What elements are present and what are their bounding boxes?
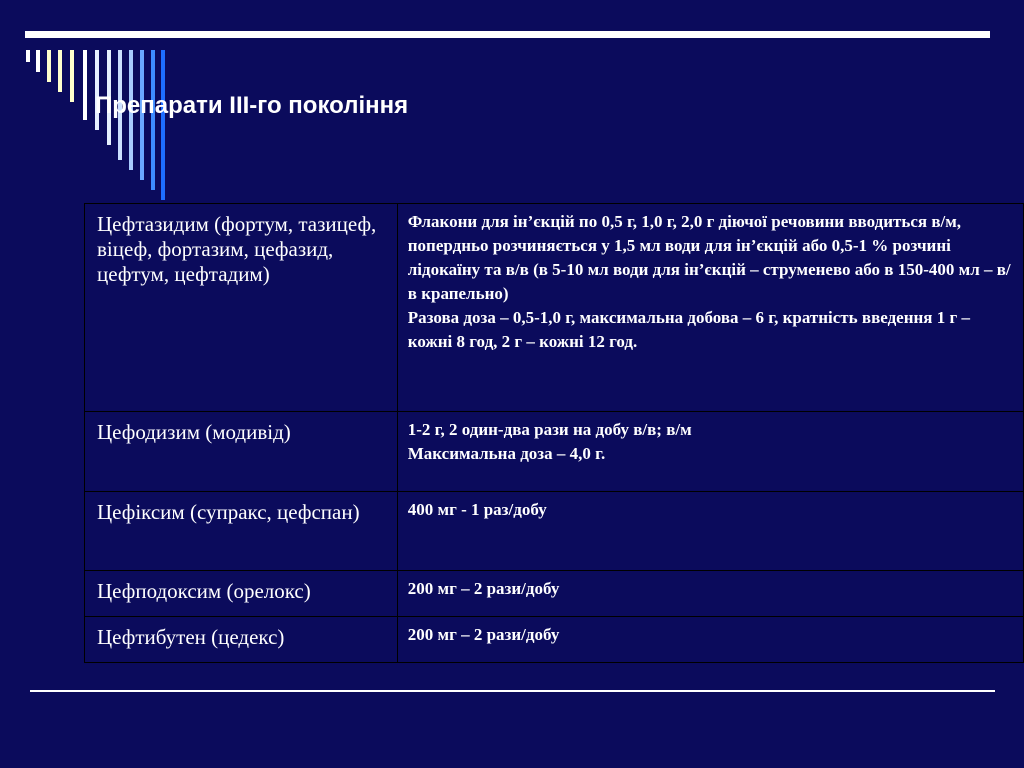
stripe	[47, 50, 51, 82]
stripe	[151, 50, 155, 190]
dosage-line: 1-2 г, 2 один-два рази на добу в/в; в/м	[407, 420, 692, 439]
table-row	[85, 492, 1024, 571]
stripe	[70, 50, 74, 102]
dosage-cell	[397, 617, 1023, 663]
bottom-divider-line	[30, 690, 995, 692]
dosage-line: Максимальна доза – 4,0 г.	[407, 444, 606, 463]
dosage-cell	[397, 492, 1023, 571]
drug-name-cell: Цефтазидим (фортум, тазицеф, віцеф, фортазим, цефазид, цефтум, цефтадим)	[85, 204, 398, 412]
stripe	[58, 50, 62, 92]
stripe	[36, 50, 40, 72]
table-row	[85, 204, 1024, 412]
dosage-line: 200 мг – 2 рази/добу	[407, 579, 560, 598]
dosage-cell	[397, 412, 1023, 492]
slide-title: Препарати ІІІ-го покоління	[95, 92, 409, 119]
stripe	[161, 50, 165, 200]
dosage-line: Разова доза – 0,5-1,0 г, максимальна добова – 6 г, кратність введення 1 г – кожні 8 год, 2 г – кожні 12 год.	[407, 308, 970, 351]
table-row	[85, 617, 1024, 663]
top-divider-line	[25, 31, 990, 38]
drug-name-cell: Цефодизим (модивід)	[85, 412, 398, 492]
drug-name-cell: Цефіксим (супракс, цефспан)	[85, 492, 398, 571]
drug-name-cell: Цефподоксим (орелокс)	[85, 571, 398, 617]
table-row	[85, 571, 1024, 617]
table-row	[85, 412, 1024, 492]
dosage-line: 200 мг – 2 рази/добу	[407, 625, 560, 644]
dosage-line: 400 мг - 1 раз/добу	[407, 500, 547, 519]
drug-dosage-table	[84, 203, 1024, 663]
dosage-cell	[397, 571, 1023, 617]
stripe	[83, 50, 87, 120]
dosage-cell	[397, 204, 1023, 412]
dosage-line: Флакони для ін’єкцій по 0,5 г, 1,0 г, 2,0 г діючої речовини вводиться в/м, попердньо розчиняється у 1,5 мл води для ін’єкцій або 0,5-1 % розчині лідокаїну та в/в (в 5-10 мл води для ін’єкцій – струменево або в 150-400 мл – в/в крапельно)	[407, 212, 1011, 303]
stripe	[26, 50, 30, 62]
drug-name-cell: Цефтибутен (цедекс)	[85, 617, 398, 663]
